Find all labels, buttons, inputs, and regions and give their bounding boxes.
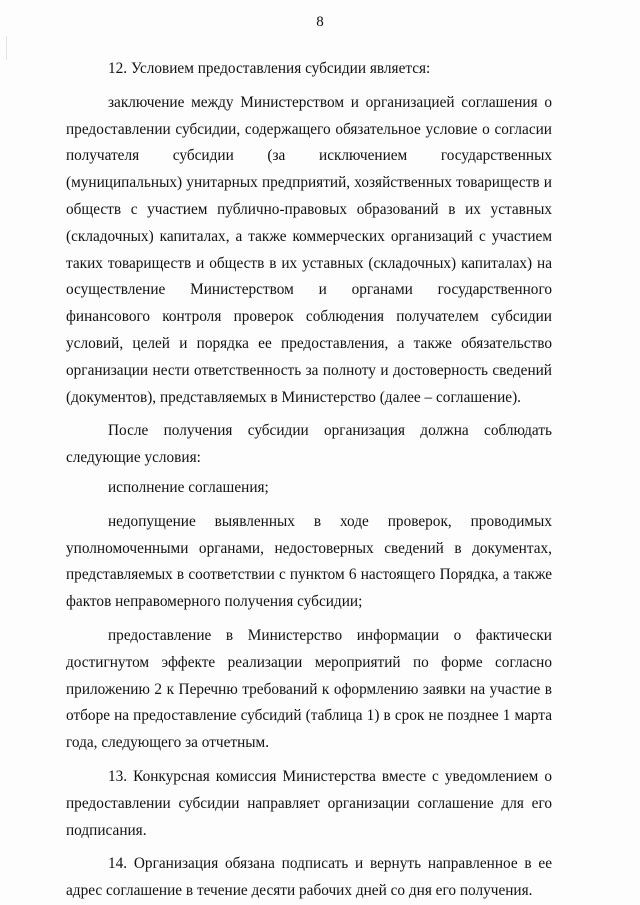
paragraph-agreement-condition: заключение между Министерством и организацией соглашения о предоставлении субсидии, содержащего обязательное условие о согласии получателя субсидии (за исключением государственных (муниципальных) унитарных предприятий, хозяйственных товариществ и обществ с участием публично-правовых образований в их уставных (складочных) капиталах, а также коммерческих организаций с участием таких товариществ и обществ в их уставных (складочных) капиталах) на осуществление Министерством и органами государственного финансового контроля проверок соблюдения получателем субсидии условий, целей и порядка ее предоставления, а также обязательство организации нести ответственность за полноту и достоверность сведений (документов), представляемых в Министерство (далее – соглашение).	[66, 93, 552, 406]
paragraph-after-subsidy: После получения субсидии организация должна соблюдать следующие условия:	[66, 422, 552, 467]
paragraph-item-12-heading: 12. Условием предоставления субсидии является:	[108, 60, 431, 77]
paragraph-item-14: 14. Организация обязана подписать и вернуть направленное в ее адрес соглашение в течение десяти рабочих дней со дня его получения.	[66, 855, 552, 900]
paragraph-execute-agreement: исполнение соглашения;	[108, 478, 269, 496]
scan-artifact	[6, 36, 7, 60]
page-number: 8	[316, 14, 324, 30]
document-body	[66, 56, 552, 905]
paragraph-report-effect: предоставление в Министерство информации о фактически достигнутом эффекте реализации мероприятий по форме согласно приложению 2 к Перечню требований к оформлению заявки на участие в отборе на предоставление субсидий (таблица 1) в срок не позднее 1 марта года, следующего за отчетным.	[66, 626, 552, 752]
paragraph-item-13: 13. Конкурсная комиссия Министерства вместе с уведомлением о предоставлении субсидии направляет организации соглашение для его подписания.	[66, 767, 552, 839]
paragraph-no-false-info: недопущение выявленных в ходе проверок, проводимых уполномоченными органами, недостоверных сведений в документах, представляемых в соответствии с пунктом 6 настоящего Порядка, а также фактов неправомерного получения субсидии;	[66, 512, 552, 611]
